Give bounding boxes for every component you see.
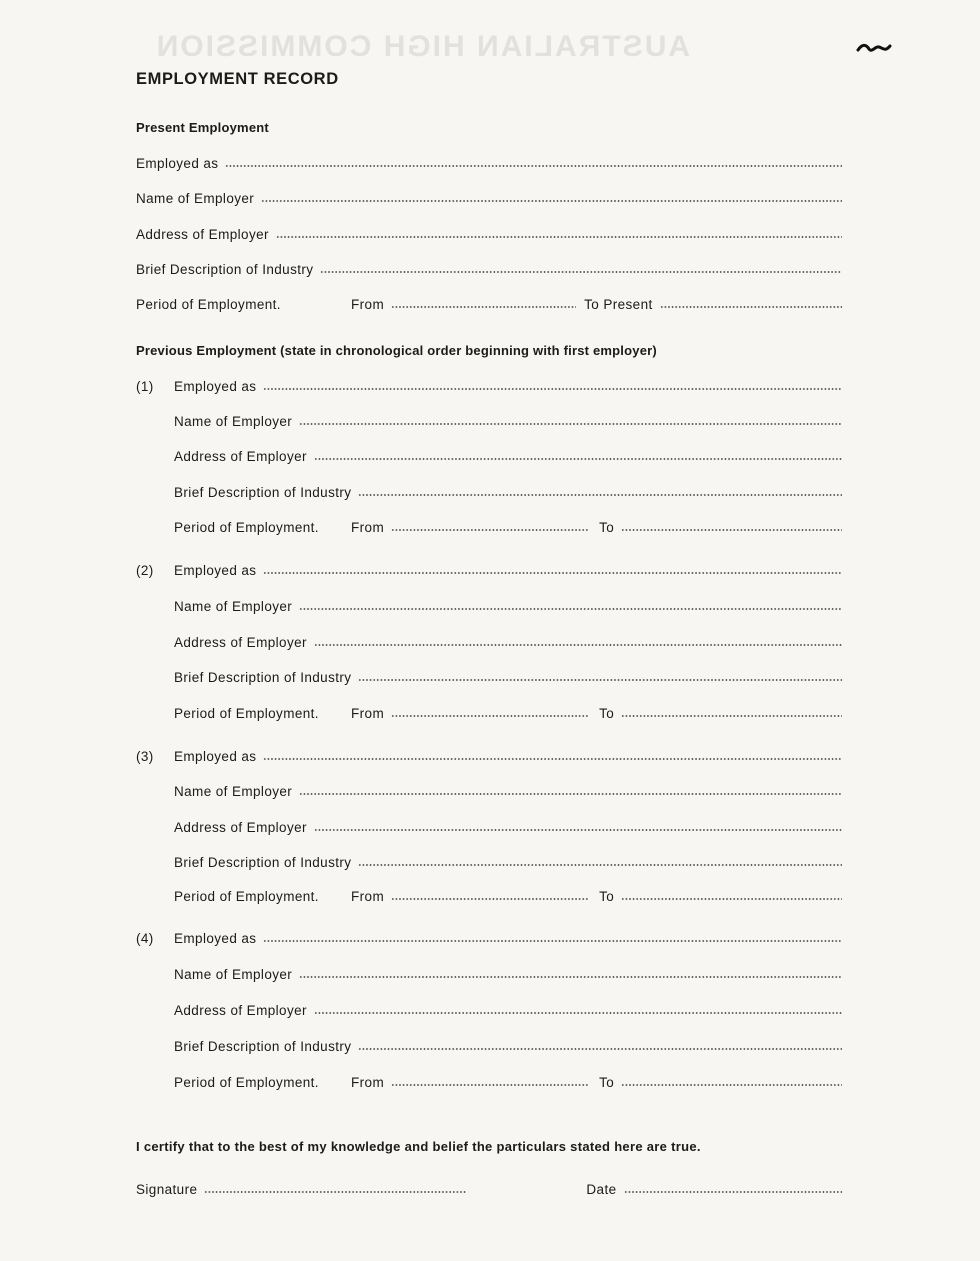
- to-label: To: [599, 520, 615, 535]
- field-label: Period of Employment.: [174, 520, 319, 535]
- signature-date-row: [136, 1182, 842, 1197]
- field-label: Period of Employment.: [174, 889, 319, 904]
- entry-4-employed-as-row: [136, 931, 842, 946]
- from-label: From: [351, 706, 385, 721]
- date-field[interactable]: [624, 1191, 842, 1193]
- employed-as-field[interactable]: [263, 758, 842, 760]
- entry-1-period-row: [174, 520, 842, 535]
- to-label: To: [599, 706, 615, 721]
- field-label: Brief Description of Industry: [174, 855, 352, 870]
- entry-3-name-row: [174, 784, 842, 799]
- entry-2-address-row: [174, 635, 842, 650]
- entry-3-address-row: [174, 820, 842, 835]
- from-label: From: [351, 889, 385, 904]
- employed-as-field[interactable]: [263, 940, 842, 942]
- date-label: Date: [586, 1182, 617, 1197]
- field-label: Name of Employer: [174, 414, 293, 429]
- field-label: Period of Employment.: [174, 1075, 319, 1090]
- entry-2-name-row: [174, 599, 842, 614]
- entry-4-industry-row: [174, 1039, 842, 1054]
- industry-description-field[interactable]: [358, 864, 842, 866]
- to-date-field[interactable]: [621, 898, 842, 900]
- entry-number: (4): [136, 931, 154, 946]
- from-date-field[interactable]: [391, 529, 589, 531]
- field-label: Address of Employer: [136, 227, 269, 242]
- field-label: Address of Employer: [174, 449, 307, 464]
- field-label: Address of Employer: [174, 635, 307, 650]
- field-label: Address of Employer: [174, 1003, 307, 1018]
- to-present-field[interactable]: [660, 306, 842, 308]
- field-label: Name of Employer: [174, 967, 293, 982]
- signature-label: Signature: [136, 1182, 198, 1197]
- corner-scribble-icon: [856, 40, 892, 56]
- from-date-field[interactable]: [391, 715, 589, 717]
- entry-1-address-row: [174, 449, 842, 464]
- to-label: To: [599, 1075, 615, 1090]
- field-label: Brief Description of Industry: [174, 1039, 352, 1054]
- entry-3-industry-row: [174, 855, 842, 870]
- entry-1-employed-as-row: [136, 379, 842, 394]
- field-label: Period of Employment.: [136, 297, 281, 312]
- from-label: From: [351, 1075, 385, 1090]
- from-date-field[interactable]: [391, 306, 576, 308]
- present-employment-heading: Present Employment: [136, 120, 269, 135]
- present-address-row: [136, 227, 842, 242]
- previous-employment-heading: [136, 343, 657, 358]
- address-of-employer-field[interactable]: [314, 644, 842, 646]
- page-title: EMPLOYMENT RECORD: [136, 70, 339, 88]
- previous-heading-text: Previous Employment: [136, 343, 277, 358]
- entry-1-name-row: [174, 414, 842, 429]
- employed-as-field[interactable]: [263, 572, 842, 574]
- field-label: Brief Description of Industry: [174, 485, 352, 500]
- field-label: Employed as: [136, 156, 219, 171]
- entry-2-period-row: [174, 706, 842, 721]
- address-of-employer-field[interactable]: [314, 829, 842, 831]
- entry-4-period-row: [174, 1075, 842, 1090]
- address-of-employer-field[interactable]: [276, 236, 842, 238]
- industry-description-field[interactable]: [320, 271, 842, 273]
- from-label: From: [351, 520, 385, 535]
- to-label: To: [599, 889, 615, 904]
- industry-description-field[interactable]: [358, 679, 842, 681]
- signature-field[interactable]: [204, 1191, 466, 1193]
- entry-2-employed-as-row: [136, 563, 842, 578]
- entry-2-industry-row: [174, 670, 842, 685]
- field-label: Name of Employer: [174, 599, 293, 614]
- address-of-employer-field[interactable]: [314, 1012, 842, 1014]
- entry-number: (2): [136, 563, 154, 578]
- present-employed-as-row: [136, 156, 842, 171]
- industry-description-field[interactable]: [358, 494, 842, 496]
- present-period-row: [136, 297, 842, 312]
- name-of-employer-field[interactable]: [299, 976, 842, 978]
- entry-number: (3): [136, 749, 154, 764]
- present-industry-row: [136, 262, 842, 277]
- name-of-employer-field[interactable]: [261, 200, 842, 202]
- from-date-field[interactable]: [391, 898, 589, 900]
- previous-heading-note: (state in chronological order beginning with first employer): [280, 343, 657, 358]
- name-of-employer-field[interactable]: [299, 608, 842, 610]
- field-label: Address of Employer: [174, 820, 307, 835]
- entry-4-address-row: [174, 1003, 842, 1018]
- entry-1-industry-row: [174, 485, 842, 500]
- field-label: Employed as: [174, 379, 257, 394]
- entry-3-period-row: [174, 889, 842, 904]
- name-of-employer-field[interactable]: [299, 423, 842, 425]
- name-of-employer-field[interactable]: [299, 793, 842, 795]
- entry-4-name-row: [174, 967, 842, 982]
- address-of-employer-field[interactable]: [314, 458, 842, 460]
- to-date-field[interactable]: [621, 1084, 842, 1086]
- to-date-field[interactable]: [621, 715, 842, 717]
- field-label: Employed as: [174, 749, 257, 764]
- certification-statement: I certify that to the best of my knowledge and belief the particulars stated here are true.: [136, 1139, 701, 1154]
- entry-3-employed-as-row: [136, 749, 842, 764]
- industry-description-field[interactable]: [358, 1048, 842, 1050]
- present-name-row: [136, 191, 842, 206]
- field-label: Employed as: [174, 931, 257, 946]
- field-label: Name of Employer: [136, 191, 255, 206]
- field-label: Name of Employer: [174, 784, 293, 799]
- from-label: From: [351, 297, 385, 312]
- from-date-field[interactable]: [391, 1084, 589, 1086]
- field-label: Brief Description of Industry: [174, 670, 352, 685]
- employed-as-field[interactable]: [225, 165, 842, 167]
- field-label: Employed as: [174, 563, 257, 578]
- field-label: Period of Employment.: [174, 706, 319, 721]
- entry-number: (1): [136, 379, 154, 394]
- employed-as-field[interactable]: [263, 388, 842, 390]
- field-label: Brief Description of Industry: [136, 262, 314, 277]
- bleed-through-letterhead: AUSTRALIAN HIGH COMMISSION: [154, 30, 690, 63]
- to-date-field[interactable]: [621, 529, 842, 531]
- to-present-label: To Present: [584, 297, 653, 312]
